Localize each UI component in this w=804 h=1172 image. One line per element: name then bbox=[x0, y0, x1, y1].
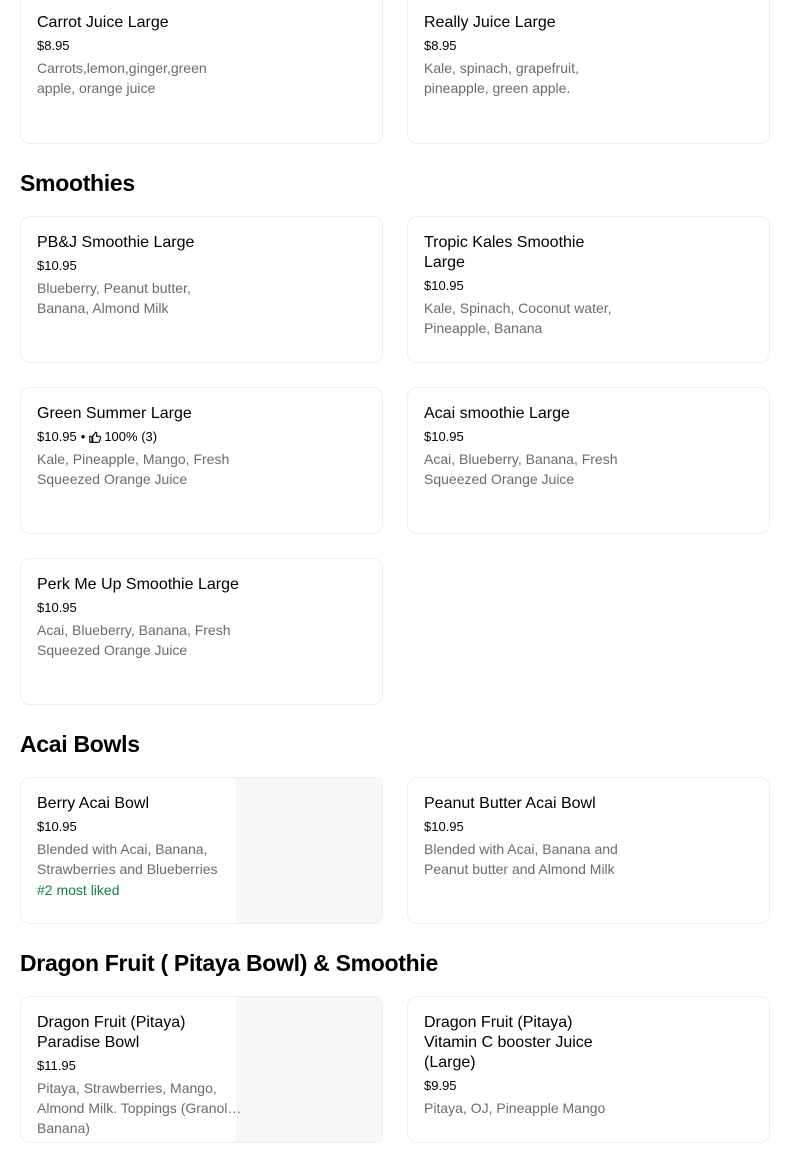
popularity-badge: #2 most liked bbox=[37, 882, 120, 898]
item-description: Acai, Blueberry, Banana, Fresh Squeezed Orange Juice bbox=[424, 451, 618, 487]
item-price: $10.95 bbox=[37, 258, 77, 273]
menu-item-dragon-fruit-juice[interactable] bbox=[407, 996, 770, 1143]
item-image-placeholder bbox=[236, 778, 382, 923]
menu-item-green-summer[interactable] bbox=[20, 387, 383, 534]
item-price: $10.95 bbox=[37, 819, 77, 834]
item-description: Acai, Blueberry, Banana, Fresh Squeezed Orange Juice bbox=[37, 622, 231, 658]
item-name: Carrot Juice Large bbox=[37, 14, 169, 31]
thumbs-up-icon bbox=[89, 431, 101, 443]
item-description: Pitaya, OJ, Pineapple Mango bbox=[424, 1100, 606, 1116]
item-name: Tropic Kales Smoothie Large bbox=[424, 234, 585, 271]
item-name: Berry Acai Bowl bbox=[37, 795, 150, 812]
item-price: $10.95 bbox=[424, 429, 464, 444]
item-name: Peanut Butter Acai Bowl bbox=[424, 795, 596, 812]
section-title-dragon-fruit: Dragon Fruit ( Pitaya Bowl) & Smoothie bbox=[20, 950, 438, 976]
section-title-smoothies: Smoothies bbox=[20, 170, 135, 196]
item-name: Green Summer Large bbox=[37, 405, 192, 422]
item-description: Kale, Pineapple, Mango, Fresh Squeezed Orange Juice bbox=[37, 451, 230, 487]
item-description: Pitaya, Strawberries, Mango, Almond Milk. Toppings (Granola, Banana) bbox=[37, 1080, 240, 1136]
menu-item-really-juice[interactable] bbox=[407, 0, 770, 144]
menu-item-berry-acai-bowl[interactable] bbox=[20, 777, 383, 924]
item-name: Dragon Fruit (Pitaya) Vitamin C booster Juice (Large) bbox=[424, 1014, 593, 1071]
rating-value: 100% (3) bbox=[104, 429, 158, 444]
menu-item-perk-me-up[interactable] bbox=[20, 558, 383, 705]
item-description: Kale, spinach, grapefruit, pineapple, green apple. bbox=[424, 60, 579, 96]
menu-item-tropic-kales[interactable] bbox=[407, 216, 770, 363]
item-description: Blueberry, Peanut butter, Banana, Almond Milk bbox=[37, 280, 191, 316]
item-price: $8.95 bbox=[424, 38, 457, 53]
item-price: $10.95 bbox=[37, 600, 77, 615]
item-price: $8.95 bbox=[37, 38, 70, 53]
item-name: Acai smoothie Large bbox=[424, 405, 570, 422]
menu-item-acai-smoothie[interactable] bbox=[407, 387, 770, 534]
menu-item-peanut-butter-acai-bowl[interactable] bbox=[407, 777, 770, 924]
item-description: Kale, Spinach, Coconut water, Pineapple, Banana bbox=[424, 300, 612, 336]
item-name: Dragon Fruit (Pitaya) Paradise Bowl bbox=[37, 1014, 186, 1051]
menu-item-pbj-smoothie[interactable] bbox=[20, 216, 383, 363]
item-price: $9.95 bbox=[424, 1078, 457, 1093]
item-name: PB&J Smoothie Large bbox=[37, 234, 195, 251]
separator-dot: • bbox=[80, 429, 86, 444]
item-image-placeholder bbox=[236, 997, 382, 1142]
item-description: Blended with Acai, Banana and Peanut butter and Almond Milk bbox=[424, 841, 618, 877]
item-price: $10.95 bbox=[424, 819, 464, 834]
item-price: $11.95 bbox=[37, 1058, 76, 1073]
item-price: $10.95 • 100% (3) bbox=[37, 429, 158, 444]
item-description: Carrots,lemon,ginger,green apple, orange juice bbox=[37, 60, 207, 96]
menu-item-dragon-fruit-bowl[interactable] bbox=[20, 996, 383, 1143]
item-price: $10.95 bbox=[424, 278, 464, 293]
item-description: Blended with Acai, Banana, Strawberries and Blueberries bbox=[37, 841, 218, 877]
menu-item-carrot-juice[interactable] bbox=[20, 0, 383, 144]
item-name: Really Juice Large bbox=[424, 14, 556, 31]
section-title-acai-bowls: Acai Bowls bbox=[20, 731, 140, 757]
item-name: Perk Me Up Smoothie Large bbox=[37, 576, 239, 593]
